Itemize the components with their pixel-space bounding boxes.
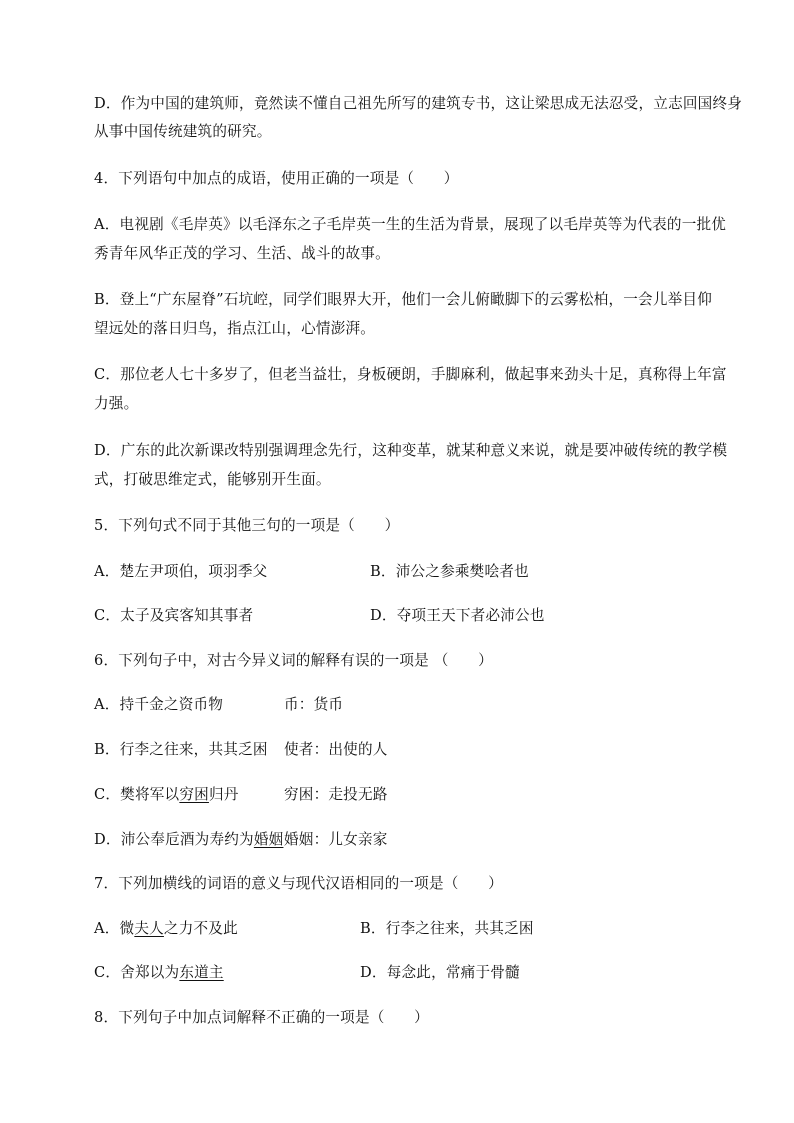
q6-option-b-gloss: 使者：出使的人 bbox=[284, 741, 388, 758]
q6-option-a-gloss: 币：货币 bbox=[284, 696, 344, 713]
q7-option-a-underlined: 夫人 bbox=[134, 920, 164, 937]
q4-option-d-line2: 式，打破思维定式，能够别开生面。 bbox=[94, 471, 331, 488]
q6-option-d-underlined: 婚姻 bbox=[253, 831, 284, 848]
q4-option-c-line2: 力强。 bbox=[94, 395, 139, 412]
q4-option-d-line1: D．广东的此次新课改特别强调理念先行，这种变革，就某种意义来说，就是要冲破传统的教学模 bbox=[94, 442, 728, 459]
q6-stem: 6．下列句子中，对古今异义词的解释有误的一项是 （ ） bbox=[94, 652, 493, 669]
q6-option-d-pre: D．沛公奉卮酒为寿约为 bbox=[94, 831, 254, 848]
q7-option-a-post: 之力不及此 bbox=[163, 920, 238, 937]
q5-option-b: B．沛公之参乘樊哙者也 bbox=[370, 563, 529, 580]
q6-option-b-text: B．行李之往来，共其乏困 bbox=[94, 741, 268, 758]
q6-option-c-gloss: 穷困：走投无路 bbox=[284, 786, 388, 803]
q4-option-a-line2: 秀青年风华正茂的学习、生活、战斗的故事。 bbox=[94, 245, 390, 262]
q6-option-c-post: 归丹 bbox=[208, 786, 239, 803]
q4-option-b-line2: 望远处的落日归鸟，指点江山，心情澎湃。 bbox=[94, 320, 376, 337]
q6-option-c-pre: C．樊将军以 bbox=[94, 786, 180, 803]
q5-option-a: A．楚左尹项伯，项羽季父 bbox=[94, 563, 268, 580]
q6-option-c-underlined: 穷困 bbox=[179, 786, 209, 803]
q4-option-b-line1: B．登上“广东屋脊”石坑崆，同学们眼界大开，他们一会儿俯瞰脚下的云雾松柏，一会儿举目仰 bbox=[94, 291, 712, 308]
q7-option-a bbox=[94, 918, 238, 940]
q8-stem: 8．下列句子中加点词解释不正确的一项是（ ） bbox=[94, 1009, 429, 1026]
q6-option-c-text bbox=[94, 784, 239, 806]
q4-option-c-line1: C．那位老人七十多岁了，但老当益壮，身板硬朗，手脚麻利，做起事来劲头十足，真称得上年富 bbox=[94, 366, 727, 383]
q6-option-a-text: A．持千金之资币物 bbox=[94, 696, 224, 713]
q3-option-d-line2: 从事中国传统建筑的研究。 bbox=[94, 123, 272, 140]
q6-option-d-text bbox=[94, 829, 283, 851]
q7-option-c-underlined: 东道主 bbox=[179, 964, 224, 981]
q7-option-c-pre: C．舍郑以为 bbox=[94, 964, 180, 981]
q5-option-d: D．夺项王天下者必沛公也 bbox=[370, 607, 545, 624]
q5-option-c: C．太子及宾客知其事者 bbox=[94, 607, 254, 624]
q7-option-c bbox=[94, 962, 224, 984]
q4-option-a-line1: A．电视剧《毛岸英》以毛泽东之子毛岸英一生的生活为背景，展现了以毛岸英等为代表的一批优 bbox=[94, 216, 727, 233]
q7-stem: 7．下列加横线的词语的意义与现代汉语相同的一项是（ ） bbox=[94, 875, 503, 892]
q7-option-a-pre: A．微 bbox=[94, 920, 135, 937]
q3-option-d-line1: D．作为中国的建筑师，竟然读不懂自己祖先所写的建筑专书，这让梁思成无法忍受，立志回国终身 bbox=[94, 95, 743, 112]
q7-option-d: D．每念此，常痛于骨髓 bbox=[360, 964, 520, 981]
q7-option-b: B．行李之往来，共其乏困 bbox=[360, 920, 534, 937]
q6-option-d-gloss: 婚姻：儿女亲家 bbox=[284, 831, 388, 848]
q5-stem: 5．下列句式不同于其他三句的一项是（ ） bbox=[94, 517, 400, 534]
q4-stem: 4．下列语句中加点的成语，使用正确的一项是（ ） bbox=[94, 170, 459, 187]
